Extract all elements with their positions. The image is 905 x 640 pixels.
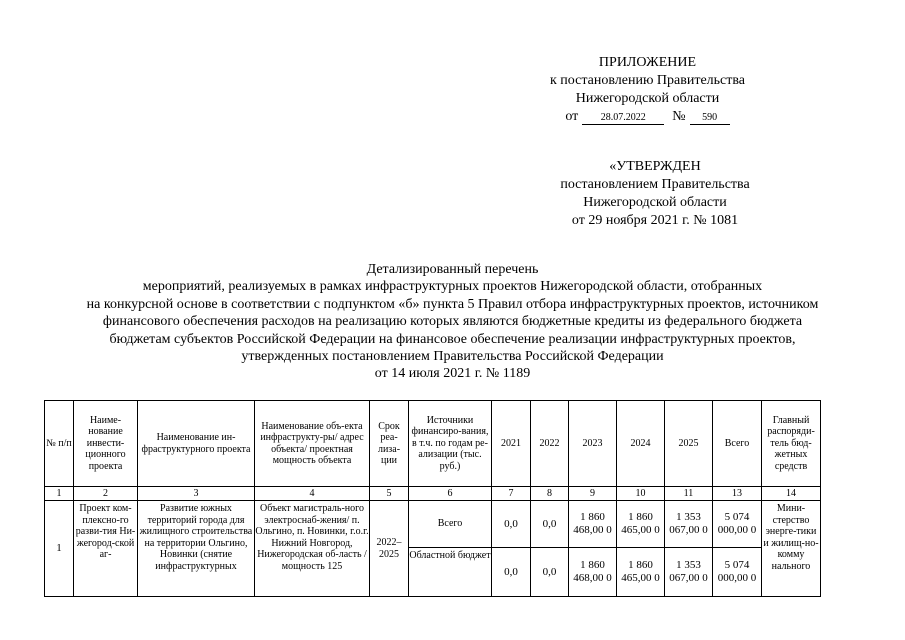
row-total: 5 074 000,00 0 xyxy=(713,548,762,597)
appendix-block xyxy=(540,54,755,126)
row-2024: 1 860 465,00 0 xyxy=(617,548,665,597)
row-2023: 1 860 468,00 0 xyxy=(569,501,617,548)
column-number: 8 xyxy=(531,487,569,501)
approved-block xyxy=(540,158,770,230)
row-2025: 1 353 067,00 0 xyxy=(665,548,713,597)
heading-line4: финансового обеспечения расходов на реализацию которых являются бюджетные кредиты из федерального бюджета xyxy=(102,314,803,330)
header-object: Наименование объ-екта инфраструкту-ры/ адрес объекта/ проектная мощность объекта xyxy=(255,401,370,487)
table-row xyxy=(45,501,821,548)
header-manager: Главный распоряди-тель бюд-жетных средств xyxy=(762,401,821,487)
appendix-line3: Нижегородской области xyxy=(575,91,720,106)
column-number: 13 xyxy=(713,487,762,501)
date-prefix: от xyxy=(565,109,579,124)
heading-line7: от 14 июля 2021 г. № 1189 xyxy=(374,366,531,382)
column-number-row xyxy=(45,487,821,501)
header-project: Наименование ин-фраструктурного проекта xyxy=(138,401,255,487)
header-2021: 2021 xyxy=(492,401,531,487)
header-total: Всего xyxy=(713,401,762,487)
document-heading xyxy=(40,261,865,383)
row-2025: 1 353 067,00 0 xyxy=(665,501,713,548)
header-sources: Источники финансиро-вания, в т.ч. по годам ре-ализации (тыс. руб.) xyxy=(409,401,492,487)
column-number: 4 xyxy=(255,487,370,501)
approved-title: «УТВЕРЖДЕН xyxy=(609,159,701,174)
column-number: 10 xyxy=(617,487,665,501)
header-investor: Наиме-нование инвести-ционного проекта xyxy=(74,401,138,487)
column-number: 3 xyxy=(138,487,255,501)
column-number: 6 xyxy=(409,487,492,501)
table-header-row xyxy=(45,401,821,487)
column-number: 9 xyxy=(569,487,617,501)
approved-line4: от 29 ноября 2021 г. № 1081 xyxy=(571,213,739,228)
row-num: 1 xyxy=(45,501,74,597)
row-investor: Проект ком-плексно-го разви-тия Ни-жегород-ской аг- xyxy=(74,501,138,597)
column-number: 14 xyxy=(762,487,821,501)
row-2023: 1 860 468,00 0 xyxy=(569,548,617,597)
column-number: 1 xyxy=(45,487,74,501)
header-2025: 2025 xyxy=(665,401,713,487)
row-source: Областной бюджет xyxy=(409,548,492,597)
row-2022: 0,0 xyxy=(531,548,569,597)
appendix-number: 590 xyxy=(690,112,730,125)
header-term: Срок реа-лиза-ции xyxy=(370,401,409,487)
column-number: 2 xyxy=(74,487,138,501)
appendix-title: ПРИЛОЖЕНИЕ xyxy=(598,55,697,70)
number-sign: № xyxy=(672,109,686,124)
row-2021: 0,0 xyxy=(492,548,531,597)
approved-line3: Нижегородской области xyxy=(583,195,727,210)
column-number: 11 xyxy=(665,487,713,501)
row-project: Развитие южных территорий города для жилищного строительства на территории Ольгино, Новинки (снятие инфраструктурных xyxy=(138,501,255,597)
header-num: № п/п xyxy=(45,401,74,487)
appendix-date: 28.07.2022 xyxy=(582,112,664,125)
header-2022: 2022 xyxy=(531,401,569,487)
heading-line5: бюджетам субъектов Российской Федерации на финансовое обеспечение реализации инфраструктурных проектов, xyxy=(109,331,796,347)
heading-line2: мероприятий, реализуемых в рамках инфраструктурных проектов Нижегородской области, отобранных xyxy=(142,279,763,295)
row-2022: 0,0 xyxy=(531,501,569,548)
header-2024: 2024 xyxy=(617,401,665,487)
header-2023: 2023 xyxy=(569,401,617,487)
column-number: 5 xyxy=(370,487,409,501)
heading-line1: Детализированный перечень xyxy=(366,262,539,277)
approved-line2: постановлением Правительства xyxy=(560,177,750,192)
row-total: 5 074 000,00 0 xyxy=(713,501,762,548)
column-number: 7 xyxy=(492,487,531,501)
row-source: Всего xyxy=(409,501,492,548)
row-2021: 0,0 xyxy=(492,501,531,548)
row-2024: 1 860 465,00 0 xyxy=(617,501,665,548)
projects-table xyxy=(44,400,821,597)
appendix-line2: к постановлению Правительства xyxy=(549,73,746,88)
row-term: 2022–2025 xyxy=(370,501,409,597)
heading-line3: на конкурсной основе в соответствии с подпунктом «б» пункта 5 Правил отбора инфраструктурных проектов, источником xyxy=(86,296,819,312)
heading-line6: утвержденных постановлением Правительства Российской Федерации xyxy=(241,349,664,365)
row-manager: Мини-стерство энерге-тики и жилищ-но-комму нального xyxy=(762,501,821,597)
row-object: Объект магистраль-ного электроснаб-жения/ п. Ольгино, п. Новинки, г.о.г. Нижний Новгород, Нижегородская об-ласть / мощность 125 xyxy=(255,501,370,597)
appendix-date-line xyxy=(540,108,755,126)
